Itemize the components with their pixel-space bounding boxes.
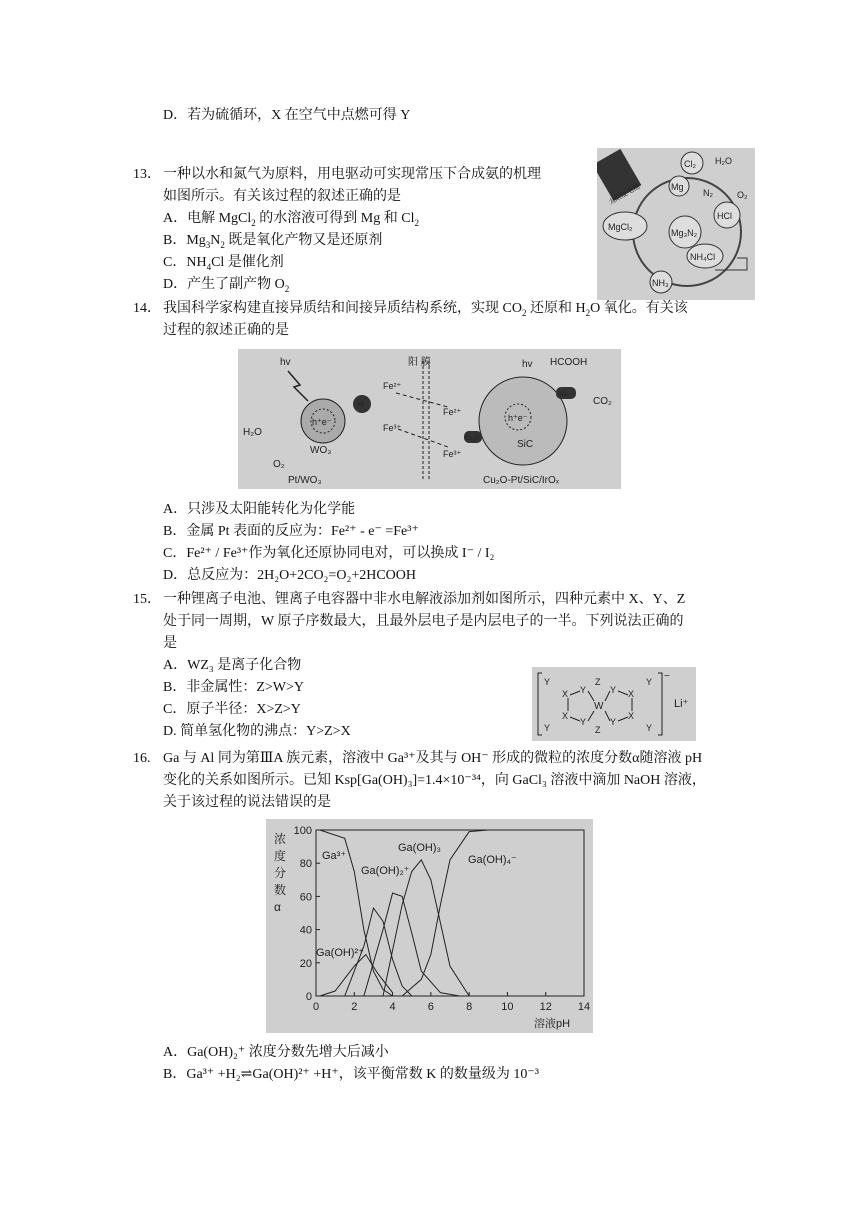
fe2-right: Fe²⁺ <box>443 407 462 417</box>
x-tick-label: 10 <box>501 1001 514 1013</box>
pt-label: Pt <box>357 402 364 409</box>
hv-left: hv <box>280 357 291 368</box>
y-tick-label: 20 <box>299 957 312 970</box>
series-label-2: Ga(OH)₂⁺ <box>361 865 410 877</box>
q16-stem-line1: Ga 与 Al 同为第ⅢA 族元素，溶液中 Ga³⁺及其与 OH⁻ 形成的微粒的浓度分数α随溶液 pH <box>163 751 703 766</box>
svg-text:Y: Y <box>646 723 653 733</box>
membrane-label: 阳 膜 <box>408 357 431 368</box>
q15-option-c: C．原子半径：X>Z>Y <box>163 702 301 717</box>
x-tick-label: 2 <box>351 1001 358 1013</box>
q13-option-c: C．$NH_4Cl$ 是催化剂 <box>163 255 284 272</box>
solar-panel-label: 太阳能电池 <box>607 183 642 207</box>
he-right: h⁺e⁻ <box>508 413 528 423</box>
svg-text:X: X <box>562 689 569 699</box>
svg-text:Y: Y <box>544 677 551 687</box>
x-tick-label: 6 <box>427 1001 434 1013</box>
svg-text:W: W <box>594 701 604 712</box>
x-tick-label: 0 <box>312 1001 320 1013</box>
q16-stem-line3: 关于该过程的说法错误的是 <box>163 795 331 810</box>
x-axis-label: 溶液pH <box>534 1018 571 1030</box>
he-left: h⁺e⁻ <box>312 417 332 427</box>
q15-option-d: D. 简单氢化物的沸点：Y>Z>X <box>163 724 351 739</box>
svg-text:X: X <box>628 711 635 721</box>
q14-option-c: C．Fe²⁺ / Fe³⁺作为氧化还原协同电对，可以换成 I⁻ / I₂ <box>163 546 495 561</box>
hcl-label: HCl <box>717 211 732 221</box>
caption-left: Pt/WO₃ <box>288 475 322 486</box>
li-label: Li⁺ <box>674 698 689 710</box>
q15-option-b: B．非金属性：Z>W>Y <box>163 680 305 695</box>
q14-option-d: D．总反应为：2H₂O+2CO₂=O₂+2HCOOH <box>163 568 416 583</box>
nh3-label: NH₃ <box>652 278 669 288</box>
svg-text:X: X <box>562 711 569 721</box>
q14-option-b: B．金属 Pt 表面的反应为：Fe²⁺ - e⁻ =Fe³⁺ <box>163 524 419 539</box>
q16-option-a: A．Ga(OH)₂⁺ 浓度分数先增大后减小 <box>163 1045 389 1060</box>
y-tick-label: 40 <box>299 924 312 937</box>
y-tick-label: 0 <box>305 991 312 1003</box>
q13-number: 13． <box>133 167 161 182</box>
series-label-1: Ga(OH)²⁺ <box>316 947 364 959</box>
svg-text:Y: Y <box>580 685 587 695</box>
q16-number: 16. <box>133 751 151 766</box>
mg3n2-label: Mg₃N₂ <box>671 228 698 238</box>
q15-stem-line2: 处于同一周期，W 原子序数最大，且最外层电子是内层电子的一半。下列说法正确的 <box>163 614 684 629</box>
svg-text:Y: Y <box>580 717 587 727</box>
q13-option-d: D．产生了副产物 $O_2$ <box>163 277 290 294</box>
fe3-right: Fe³⁺ <box>443 449 462 459</box>
fe2-top-left: Fe²⁺ <box>383 381 402 391</box>
q13-option-b: B．$Mg_3N_2$ 既是氧化产物又是还原剂 <box>163 233 383 250</box>
q12-option-d: D．若为硫循环，X 在空气中点燃可得 Y <box>163 108 411 123</box>
y-tick-label: 60 <box>299 891 312 904</box>
svg-text:Y: Y <box>610 685 617 695</box>
q15-stem-line1: 一种锂离子电池、锂离子电容器中非水电解液添加剂如图所示，四种元素中 X、Y、Z <box>163 592 686 607</box>
caption-right: Cu₂O-Pt/SiC/IrOₓ <box>483 475 560 486</box>
y-tick-label: 100 <box>293 825 312 837</box>
q13-option-a: A．电解 MgCl$_2$ 的水溶液可得到 Mg 和 $Cl_2$ <box>163 211 419 228</box>
plot-area <box>316 830 584 996</box>
q16-chart <box>266 819 593 1033</box>
hv-right: hv <box>522 359 533 370</box>
mgcl2-label: MgCl₂ <box>608 222 633 232</box>
y-tick-label: 80 <box>299 858 312 871</box>
h2o-left: H₂O <box>243 427 262 438</box>
x-tick-label: 14 <box>577 1001 591 1013</box>
q15-stem-line3: 是 <box>163 636 177 651</box>
q16-stem-line2: 变化的关系如图所示。已知 Ksp[Ga(OH)₃]=1.4×10⁻³⁴，向 GaCl₃ 溶液中滴加 NaOH 溶液， <box>163 773 706 788</box>
series-line-1 <box>320 955 393 997</box>
q15-number: 15． <box>133 592 161 607</box>
series-label-3: Ga(OH)₃ <box>398 842 441 854</box>
mg-label: Mg <box>671 182 684 192</box>
series-label-5: Ga(OH)₄⁻ <box>468 854 517 866</box>
q14-number: 14． <box>133 301 161 316</box>
q14-stem-line2: 过程的叙述正确的是 <box>163 323 289 338</box>
irox-label: IrOₓ <box>558 392 569 398</box>
h2o-label: H₂O <box>715 156 732 166</box>
svg-text:Y: Y <box>544 723 551 733</box>
q14-figure <box>238 349 621 489</box>
wo3-label: WO₃ <box>310 445 332 456</box>
o2-label: O₂ <box>737 190 748 200</box>
q13-stem-line2: 如图所示。有关该过程的叙述正确的是 <box>163 189 401 204</box>
x-tick-label: 12 <box>539 1001 552 1013</box>
n2-label: N₂ <box>703 188 713 198</box>
x-tick-label: 8 <box>466 1001 473 1013</box>
series-label-0: Ga³⁺ <box>322 850 347 862</box>
cu2o-label: Cu₂O <box>465 436 480 442</box>
svg-text:Z: Z <box>595 677 601 687</box>
q15-option-a: A．WZ₃ 是离子化合物 <box>163 658 302 673</box>
svg-text:Y: Y <box>610 717 617 727</box>
q13-stem-line1: 一种以水和氮气为原料，用电驱动可实现常压下合成氨的机理 <box>163 167 541 182</box>
nh4cl-label: NH₄Cl <box>690 252 716 262</box>
x-tick-label: 4 <box>389 1001 396 1013</box>
q14-stem-line1: 我国科学家构建直接异质结和间接异质结构系统，实现 $CO_2$ 还原和 $H_2O$ 氧化。有关该 <box>163 301 688 318</box>
fe3-left: Fe³⁺ <box>383 423 402 433</box>
series-line-4 <box>383 860 469 996</box>
cl2-label: Cl₂ <box>684 159 696 169</box>
svg-text:Y: Y <box>646 677 653 687</box>
q16-option-b: B．Ga³⁺ +H₂⇌Ga(OH)²⁺ +H⁺，该平衡常数 K 的数量级为 10⁻³ <box>163 1067 539 1082</box>
y-axis-label: 浓度分数 α <box>274 832 287 914</box>
fraction-vs-ph-chart <box>266 819 593 1033</box>
sic-label: SiC <box>517 439 534 450</box>
co2-label: CO₂ <box>593 396 612 407</box>
hcooh-label: HCOOH <box>550 357 588 368</box>
charge-label: − <box>664 671 670 682</box>
q15-figure <box>532 667 696 741</box>
svg-text:Z: Z <box>595 725 601 735</box>
svg-text:X: X <box>628 689 635 699</box>
o2-left: O₂ <box>273 459 285 470</box>
q14-option-a: A．只涉及太阳能转化为化学能 <box>163 502 356 517</box>
q13-figure <box>597 148 755 300</box>
